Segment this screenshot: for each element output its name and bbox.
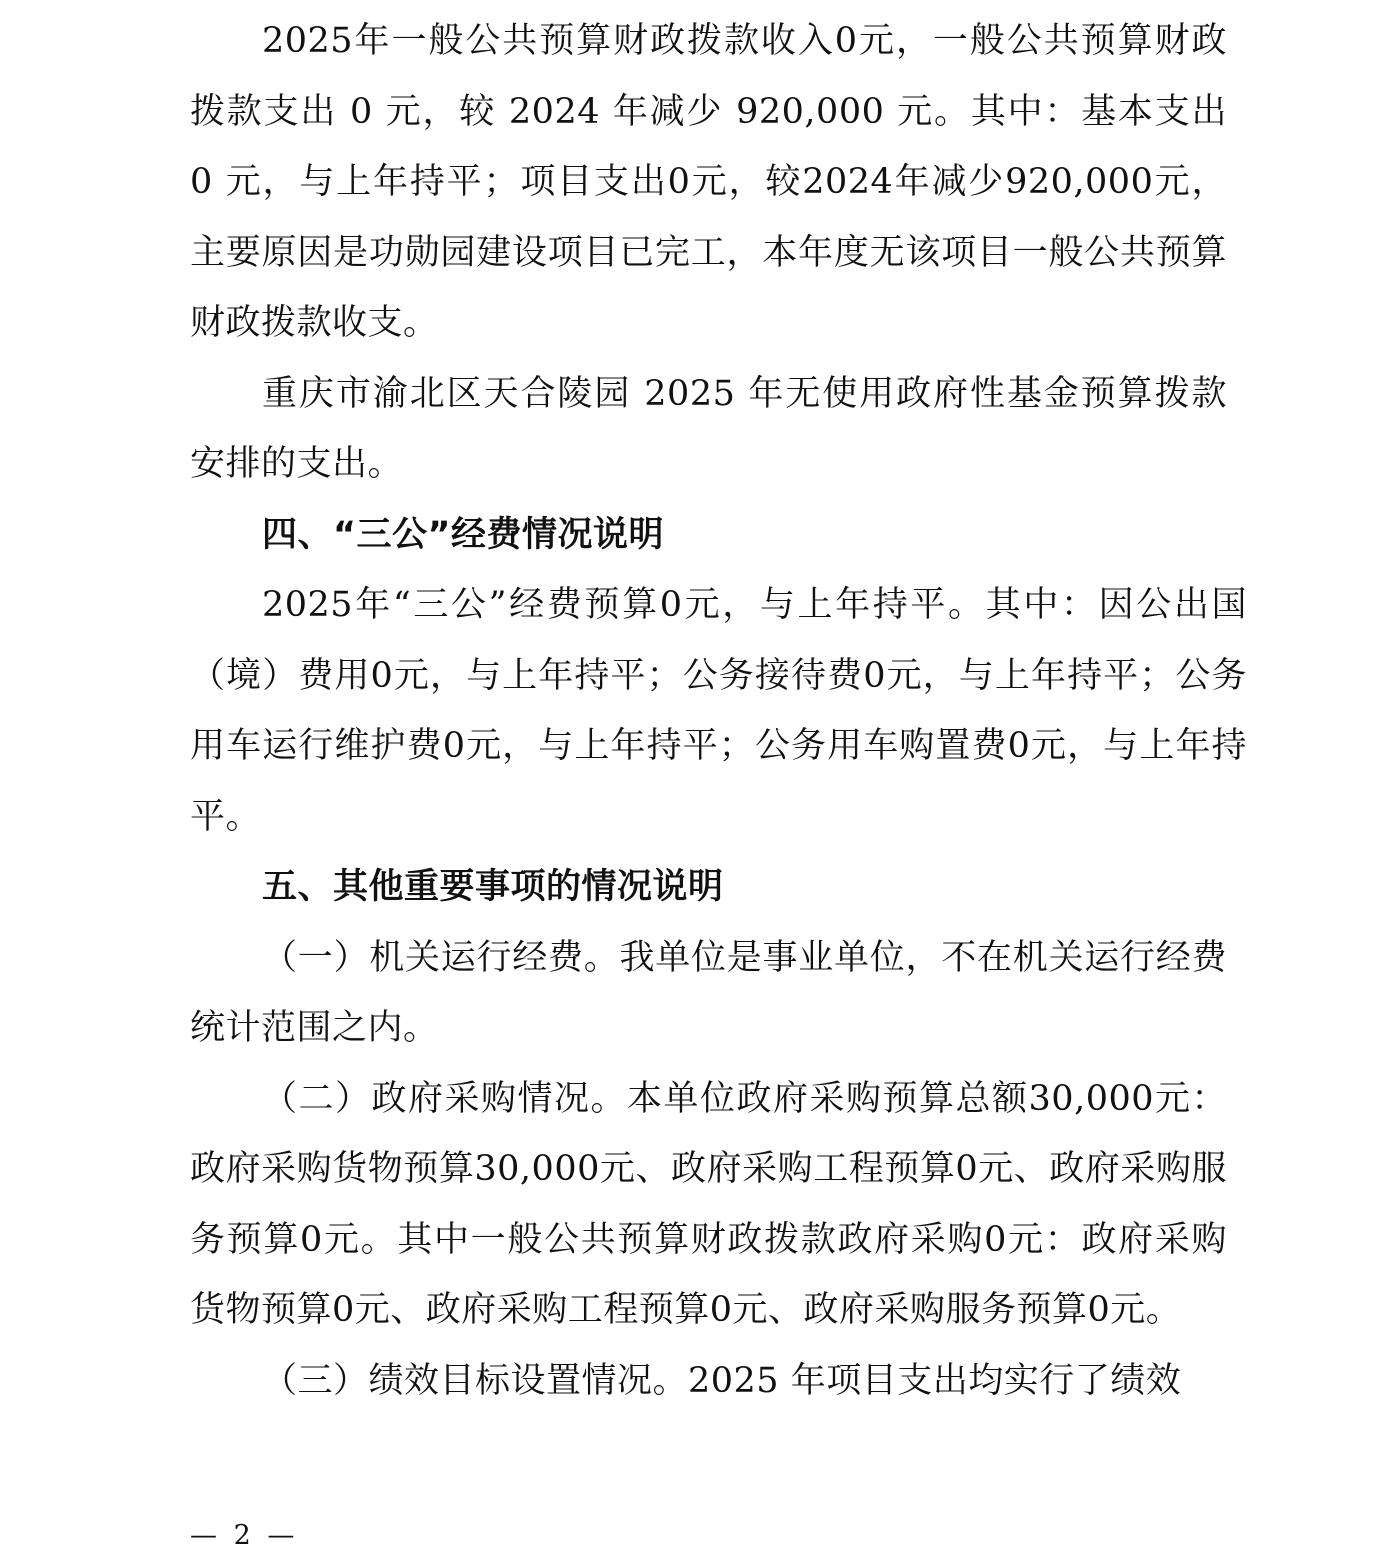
page-number: — 2 —: [190, 1520, 299, 1551]
section-heading-three-public: 四、“三公”经费情况说明: [262, 514, 665, 555]
paragraph-government-procurement: （二）政府采购情况。本单位政府采购预算总额30,000元：政府采购货物预算30,000元、政府采购工程预算0元、政府采购服务预算0元。其中一般公共预算财政拨款政府采购0元：政府采购货物预算0元、政府采购工程预算0元、政府采购服务预算0元。: [190, 1078, 1227, 1330]
paragraph-government-fund: 重庆市渝北区天合陵园 2025 年无使用政府性基金预算拨款安排的支出。: [190, 373, 1227, 484]
paragraph-general-budget: 2025年一般公共预算财政拨款收入0元，一般公共预算财政拨款支出 0 元，较 2024 年减少 920,000 元。其中：基本支出 0 元，与上年持平；项目支出0元，较2024年减少920,000元，主要原因是功勋园建设项目已完工，本年度无该项目一般公共预算财政拨款收支。: [190, 21, 1227, 343]
paragraph-performance-targets: （三）绩效目标设置情况。2025 年项目支出均实行了绩效: [262, 1360, 1182, 1401]
section-heading-other-matters: 五、其他重要事项的情况说明: [262, 867, 724, 907]
document-body: [190, 6, 1247, 1416]
paragraph-three-public-expenses: 2025年“三公”经费预算0元，与上年持平。其中：因公出国（境）费用0元，与上年持平；公务接待费0元，与上年持平；公务用车运行维护费0元，与上年持平；公务用车购置费0元，与上年持平。: [190, 585, 1247, 837]
paragraph-agency-operating-costs: （一）机关运行经费。我单位是事业单位，不在机关运行经费统计范围之内。: [190, 937, 1227, 1048]
